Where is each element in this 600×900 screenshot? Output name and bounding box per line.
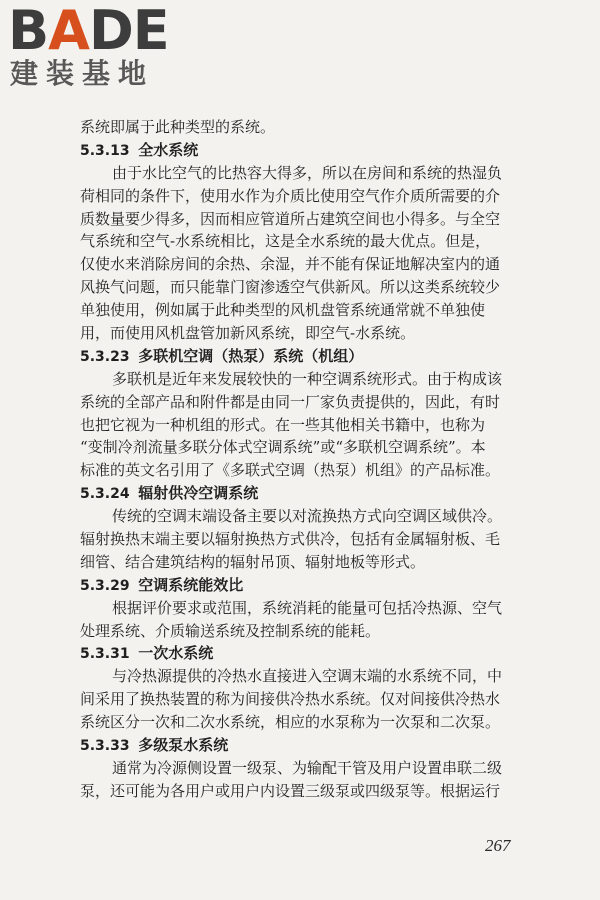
- section-title: 一次水系统: [138, 644, 214, 663]
- section-heading-5-3-33: [80, 734, 530, 757]
- paragraph-line: 仅使水来消除房间的余热、余湿，并不能有保证地解决室内的通: [80, 255, 501, 274]
- section-title: 多级泵水系统: [138, 736, 229, 755]
- paragraph-line: 根据评价要求或范围，系统消耗的能量可包括冷热源、空气: [112, 598, 503, 617]
- paragraph-line: 也把它视为一种机组的形式。在一些其他相关书籍中，也称为: [80, 415, 486, 434]
- section-number: 5.3.23: [80, 348, 130, 365]
- page-number: 267: [485, 836, 511, 855]
- logo-wordmark: BADE: [8, 0, 169, 62]
- section-number: 5.3.31: [80, 646, 130, 663]
- section-number: 5.3.24: [80, 486, 130, 503]
- paragraph-line: 用，而使用风机盘管加新风系统，即空气-水系统。: [80, 324, 416, 343]
- paragraph-line: 由于水比空气的比热容大得多，所以在房间和系统的热湿负: [112, 163, 503, 182]
- section-number: 5.3.13: [80, 142, 130, 159]
- paragraph-line: 单独使用，例如属于此种类型的风机盘管系统通常就不单独使: [80, 301, 486, 320]
- paragraph-line: 多联机是近年来发展较快的一种空调系统形式。由于构成该: [112, 369, 503, 388]
- paragraph-line: 系统区分一次和二次水系统，相应的水泵称为一次泵和二次泵。: [80, 713, 501, 732]
- section-title: 全水系统: [138, 140, 199, 159]
- section-number: 5.3.29: [80, 577, 130, 594]
- bade-logo: [8, 0, 178, 96]
- paragraph-line: 传统的空调末端设备主要以对流换热方式向空调区域供冷。: [112, 507, 503, 526]
- page-body: [80, 116, 530, 803]
- section-title: 空调系统能效比: [138, 575, 244, 594]
- paragraph-line: “变制冷剂流量多联分体式空调系统”或“多联机空调系统”。本: [80, 438, 486, 457]
- paragraph-line: 风换气问题，而只能靠门窗渗透空气供新风。所以这类系统较少: [80, 278, 501, 297]
- section-title: 多联机空调（热泵）系统（机组）: [138, 346, 364, 365]
- paragraph-line: 与冷热源提供的冷热水直接进入空调末端的水系统不同，中: [112, 667, 503, 686]
- paragraph-line: 通常为冷源侧设置一级泵、为输配干管及用户设置串联二级: [112, 758, 503, 777]
- section-heading-5-3-13: [80, 139, 530, 162]
- section-heading-5-3-23: [80, 345, 530, 368]
- paragraph-line: 荷相同的条件下，使用水作为介质比使用空气作介质所需要的介: [80, 186, 501, 205]
- section-heading-5-3-24: [80, 482, 530, 505]
- paragraph-line: 气系统和空气-水系统相比，这是全水系统的最大优点。但是，: [80, 232, 491, 251]
- paragraph-line: 细管、结合建筑结构的辐射吊顶、辐射地板等形式。: [80, 552, 426, 571]
- section-heading-5-3-29: [80, 574, 530, 597]
- paragraph-line: 标准的英文名引用了《多联式空调（热泵）机组》的产品标准。: [80, 461, 501, 480]
- paragraph-line: 辐射换热末端主要以辐射换热方式供冷，包括有金属辐射板、毛: [80, 530, 501, 549]
- paragraph-line: 质数量要少得多，因而相应管道所占建筑空间也小得多。与全空: [80, 209, 501, 228]
- section-heading-5-3-31: [80, 642, 530, 665]
- paragraph-line: 间采用了换热装置的称为间接供冷热水系统。仅对间接供冷热水: [80, 690, 501, 709]
- section-number: 5.3.33: [80, 738, 130, 755]
- logo-subtitle: 建装基地: [10, 57, 155, 90]
- intro-line: 系统即属于此种类型的系统。: [80, 118, 276, 136]
- section-title: 辐射供冷空调系统: [138, 484, 259, 503]
- paragraph-line: 泵，还可能为各用户或用户内设置三级泵或四级泵等。根据运行: [80, 781, 501, 800]
- paragraph-line: 处理系统、介质输送系统及控制系统的能耗。: [80, 621, 381, 640]
- paragraph-line: 系统的全部产品和附件都是由同一厂家负责提供的，因此，有时: [80, 392, 501, 411]
